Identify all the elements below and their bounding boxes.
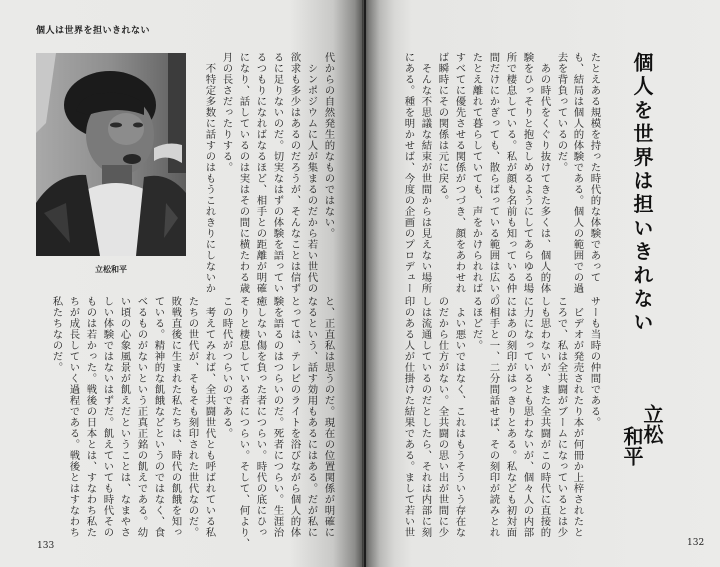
text-column: の相手と一、二分間話せば、その刻印が読みとれ <box>487 296 500 538</box>
text-column: ちが成長していく過程である。戦後とはすなわち <box>67 296 80 538</box>
text-column: にある。種を明かせば、今度の企画のプロデュー <box>402 52 415 294</box>
page-number-left: 133 <box>37 541 55 551</box>
text-column: この時代がつらいのである。 <box>220 296 233 439</box>
text-column: よい悪いではなく、これはもうそういう存在な <box>453 296 466 538</box>
text-column: たとえ離れて暮らしていても、声をかけられれば <box>470 52 483 294</box>
text-column: のだから仕方がない。全共闘の思い出が世間に少 <box>436 296 449 538</box>
text-column: 私たちなのだ。 <box>50 296 63 373</box>
running-head: 個人は世界を担いきれない <box>36 26 151 36</box>
text-column: しい体験ではないはずだ。飢えていても時代その <box>101 296 114 538</box>
text-column: るに足りないのだ。切実なはずの体験を語ってい <box>271 52 284 294</box>
text-column: 月の長さだったりする。 <box>220 52 233 173</box>
text-column: あの時代をくぐり抜けてきた多くは、個人的体 <box>538 52 551 294</box>
text-column: しも思わないが、また全共闘がこの時代に直接的 <box>538 296 551 538</box>
text-column: になり、話しているのは実はその間に横たわる歳 <box>237 52 250 294</box>
text-column: 癒しない傷を負った者につらい。時代の底にひっ <box>254 296 267 538</box>
text-column: にはあの刻印がはっきりとある。私なども初対面 <box>504 296 517 538</box>
text-column: サーも当時の仲間である。 <box>588 296 601 428</box>
text-column: ている。精神的な飢餓などというのではなく、食 <box>152 296 165 538</box>
text-column: い頃の心象風景が飢えだということは、なまやさ <box>118 296 131 538</box>
author-given-name: 和平 <box>620 426 644 466</box>
text-column: そんな不思議な結束が世間からは見えない場所 <box>419 52 432 294</box>
text-column: シンポジウムに人が集まるのだから若い世代の <box>305 52 318 294</box>
article-title: 個人を世界は担いきれない <box>630 52 654 336</box>
text-column: そりと棲息している者につらい。そして、何より、 <box>237 296 250 549</box>
text-column: ころで、私は全共闘がブームになっているとは少 <box>555 296 568 538</box>
text-column: に力になっているとも思わないが、個々人の内部 <box>521 296 534 538</box>
text-column: 印のある人が仕掛けた結果である。まして若い世 <box>402 296 415 538</box>
text-column: るほどだ。 <box>470 296 483 351</box>
portrait-image <box>36 53 186 256</box>
text-column: 敗戦直後に生まれた私たちは、時代の飢餓を知っ <box>169 296 182 538</box>
text-column: ビデオが発売されたり本が何冊か上梓されたと <box>571 296 584 538</box>
text-column: 代からの自然発生的なものではない。 <box>322 52 335 239</box>
text-column: べるものがないという正真正銘の飢えである。幼 <box>135 296 148 538</box>
text-column: すべてに優先させる関係がつづき、顔をあわせれ <box>453 52 466 294</box>
page-number-right: 132 <box>687 538 705 548</box>
text-column: しは流通しているのだとしたら、それは内部に刻 <box>419 296 432 538</box>
text-column: るつもりになればなるほど、相手との距離が明確 <box>254 52 267 294</box>
text-column: たとえある規模を持った時代的な体験であって <box>588 52 601 283</box>
book-gutter <box>364 0 366 567</box>
photo-caption: 立松和平 <box>95 265 127 274</box>
text-column: たちの世代が、そもそも刻印された世代なのだ。 <box>186 296 199 538</box>
author-name <box>622 404 662 466</box>
text-column: 欲求も多少はあるのだろうが、そんなことは信ず <box>288 52 301 294</box>
text-column: なるという、話す効用もあるにはある。だが私に <box>305 296 318 538</box>
text-column: ば瞬時にその関係は元に戻る。 <box>436 52 449 206</box>
text-column: 験をひっそりと抱きしめるようにしてあらゆる場 <box>521 52 534 294</box>
text-column: 不特定多数に話すのはもうこれきりにしないか <box>203 52 216 294</box>
author-family-name: 立松 <box>640 404 664 444</box>
text-column: 験を語るのはつらいのだ。死者につらい。生涯治 <box>271 296 284 538</box>
text-column: とっては、テレビのライトを浴びながら個人的体 <box>288 296 301 538</box>
text-column: と、正直私は思うのだ。現在の位置関係が明確に <box>322 296 335 538</box>
text-column: 去を背負っているのだ。 <box>555 52 568 173</box>
text-column: ものは若かった。戦後の日本とは、すなわち私た <box>84 296 97 538</box>
text-column: 考えてみれば、全共闘世代とも呼ばれている私 <box>203 296 216 538</box>
author-portrait-photo <box>36 53 186 256</box>
text-column: 間だけにかぎっても、散らばっている範囲は広い。 <box>487 52 500 305</box>
text-column: 所で棲息している。私が顔も名前も知っている仲 <box>504 52 517 294</box>
text-column: も、結局は個人的体験である。個人の範囲での過 <box>571 52 584 294</box>
